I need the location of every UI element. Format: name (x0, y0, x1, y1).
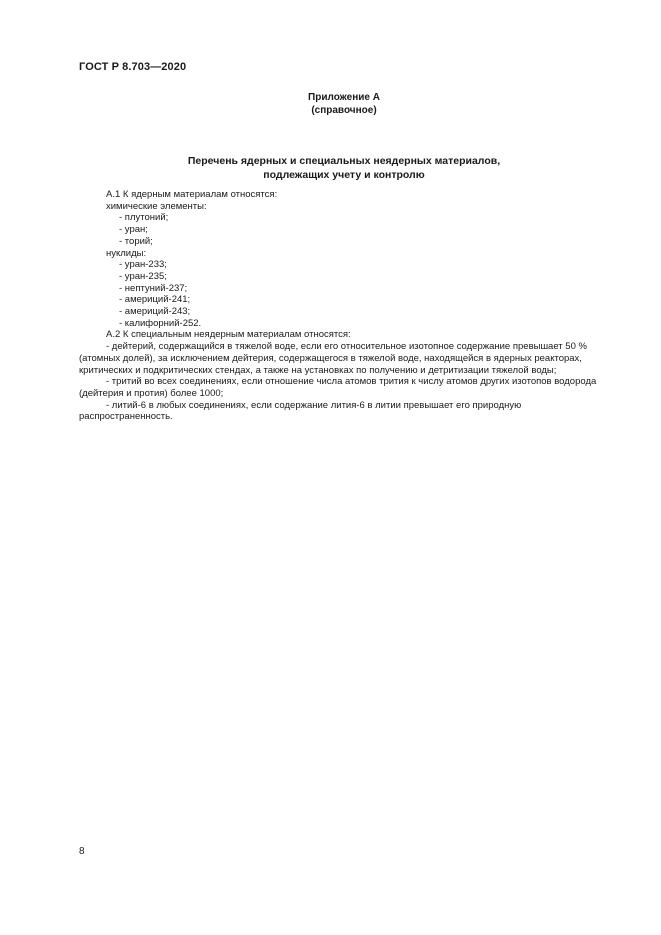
tritium-line-2: (дейтерия и протия) более 1000; (79, 387, 224, 399)
list-item-thorium: - торий; (119, 235, 153, 247)
deuterium-line-3: критических и подкритических стендах, а также на установках по получению и детритизации тяжелой воды; (79, 364, 557, 376)
appendix-title (0, 154, 661, 182)
list-item-am241: - америций-241; (119, 294, 191, 306)
list-item-u235: - уран-235; (119, 270, 167, 282)
appendix-body (79, 189, 615, 423)
deuterium-line-1: - дейтерий, содержащийся в тяжелой воде, если его относительное изотопное содержание превышает 50 % (106, 341, 587, 353)
title-line-1: Перечень ядерных и специальных неядерных материалов, (187, 155, 501, 167)
page-number: 8 (79, 846, 85, 857)
list-item-am243: - америций-243; (119, 306, 191, 318)
standard-header: ГОСТ Р 8.703—2020 (79, 61, 187, 73)
list-item-np237: - нептуний-237; (119, 282, 188, 294)
deuterium-line-2: (атомных долей), за исключением дейтерия, содержащегося в тяжелой воде, находящейся в ядерных реакторах, (79, 352, 582, 364)
section-a2-heading: А.2 К специальным неядерным материалам относятся: (106, 329, 351, 341)
appendix-note: (справочное) (311, 105, 377, 116)
lithium-line-2: распространенность. (79, 411, 173, 423)
appendix-heading (0, 91, 661, 117)
chemical-elements-label: химические элементы: (106, 200, 207, 212)
tritium-line-1: - тритий во всех соединениях, если отношение числа атомов трития к числу атомов других изотопов водорода (106, 376, 597, 388)
title-line-2: подлежащих учету и контролю (263, 169, 425, 181)
section-a1-heading: А.1 К ядерным материалам относятся: (106, 189, 278, 200)
appendix-label: Приложение А (308, 92, 380, 103)
lithium-line-1: - литий-6 в любых соединениях, если содержание лития-6 в литии превышает его природную (106, 399, 522, 411)
nuclides-label: нуклиды: (106, 247, 147, 259)
list-item-plutonium: - плутоний; (119, 212, 169, 224)
list-item-u233: - уран-233; (119, 259, 167, 271)
list-item-uranium: - уран; (119, 224, 148, 236)
list-item-cf252: - калифорний-252. (119, 317, 202, 329)
